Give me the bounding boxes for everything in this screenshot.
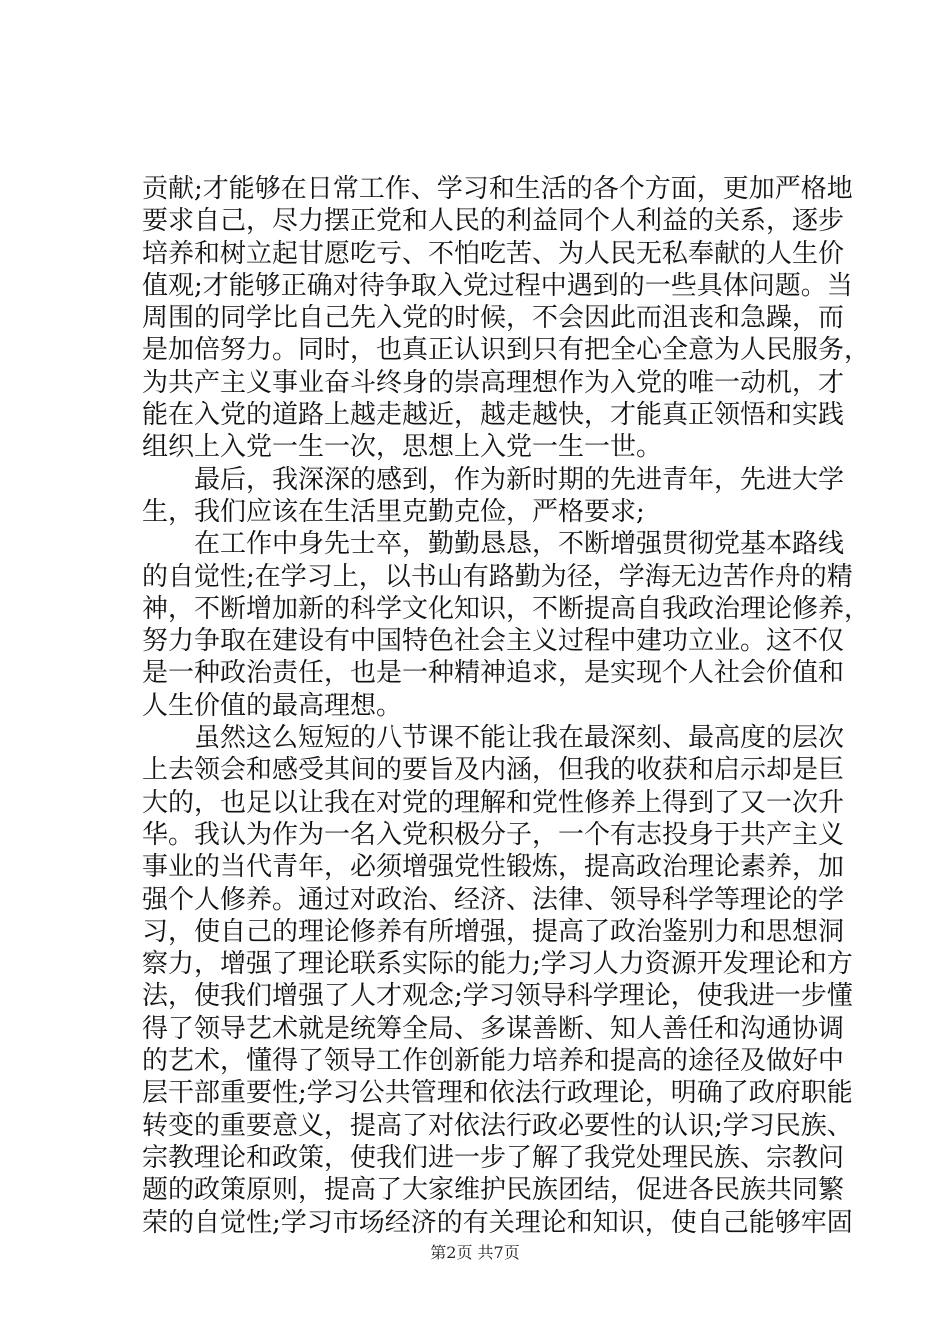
text-line: 强个人修养。通过对政治、经济、法律、领导科学等理论的学: [142, 884, 845, 915]
text-line: 要求自己，尽力摆正党和人民的利益同个人利益的关系，逐步: [142, 206, 845, 237]
text-line: 人生价值的最高理想。: [142, 690, 403, 721]
text-line: 事业的当代青年，必须增强党性锻炼，提高政治理论素养，加: [142, 852, 845, 883]
text-line: 组织上入党一生一次，思想上入党一生一世。: [142, 432, 663, 463]
text-line: 能在入党的道路上越走越近，越走越快，才能真正领悟和实践: [142, 400, 845, 431]
document-body: [142, 173, 871, 1239]
text-line: 层干部重要性;学习公共管理和依法行政理论，明确了政府职能: [142, 1078, 853, 1109]
text-line: 最后，我深深的感到，作为新时期的先进青年，先进大学: [194, 464, 845, 495]
text-line: 努力争取在建设有中国特色社会主义过程中建功立业。这不仅: [142, 626, 845, 657]
text-line: 大的，也足以让我在对党的理解和党性修养上得到了又一次升: [142, 787, 845, 818]
text-line: 察力，增强了理论联系实际的能力;学习人力资源开发理论和方: [142, 949, 853, 980]
text-line: 转变的重要意义，提高了对依法行政必要性的认识;学习民族、: [142, 1110, 853, 1141]
text-line: 题的政策原则，提高了大家维护民族团结，促进各民族共同繁: [142, 1175, 845, 1206]
text-line: 习，使自己的理论修养有所增强，提高了政治鉴别力和思想洞: [142, 916, 845, 947]
text-line: 法，使我们增强了人才观念;学习领导科学理论，使我进一步懂: [142, 981, 853, 1012]
text-line: 培养和树立起甘愿吃亏、不怕吃苦、为人民无私奉献的人生价: [142, 238, 845, 269]
text-line: 在工作中身先士卒，勤勤恳恳，不断增强贯彻党基本路线: [194, 529, 845, 560]
text-line: 的艺术，懂得了领导工作创新能力培养和提高的途径及做好中: [142, 1046, 845, 1077]
text-line: 上去领会和感受其间的要旨及内涵，但我的收获和启示却是巨: [142, 755, 845, 786]
text-line: 生，我们应该在生活里克勤克俭，严格要求;: [142, 496, 645, 527]
page-number-label: 第2页 共7页: [430, 1243, 520, 1262]
text-line: 华。我认为作为一名入党积极分子，一个有志投身于共产主义: [142, 819, 845, 850]
text-line: 虽然这么短短的八节课不能让我在最深刻、最高度的层次: [194, 723, 845, 754]
text-line: 宗教理论和政策，使我们进一步了解了我党处理民族、宗教问: [142, 1142, 845, 1173]
text-line: 周围的同学比自己先入党的时候，不会因此而沮丧和急躁，而: [142, 303, 845, 334]
text-line: 的自觉性;在学习上，以书山有路勤为径，学海无边苦作舟的精: [142, 561, 853, 592]
text-line: 是一种政治责任，也是一种精神追求，是实现个人社会价值和: [142, 658, 845, 689]
text-line: 是加倍努力。同时，也真正认识到只有把全心全意为人民服务，: [142, 335, 871, 366]
text-line: 得了领导艺术就是统筹全局、多谋善断、知人善任和沟通协调: [142, 1013, 845, 1044]
page-footer: [0, 1243, 950, 1263]
text-line: 神，不断增加新的科学文化知识，不断提高自我政治理论修养，: [142, 593, 871, 624]
text-line: 为共产主义事业奋斗终身的崇高理想作为入党的唯一动机，才: [142, 367, 845, 398]
text-line: 贡献;才能够在日常工作、学习和生活的各个方面，更加严格地: [142, 174, 853, 204]
text-line: 值观;才能够正确对待争取入党过程中遇到的一些具体问题。当: [142, 270, 853, 301]
text-line: 荣的自觉性;学习市场经济的有关理论和知识，使自己能够牢固: [142, 1207, 853, 1238]
